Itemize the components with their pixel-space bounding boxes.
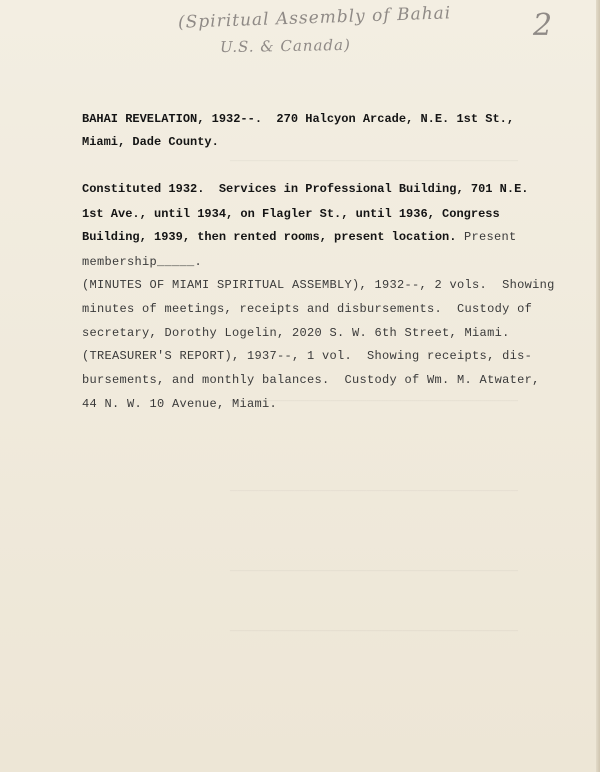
- history-line-3: [82, 230, 516, 244]
- membership-line: membership_____.: [82, 255, 203, 269]
- bleed-through-text: ________________________________________ ________________________________________ ________________________________________ ________________________________________ ________________________________________: [229, 150, 518, 634]
- record-line-4: (TREASURER'S REPORT), 1937--, 1 vol. Showing receipts, dis-: [82, 349, 533, 363]
- handwritten-note-line-1: (Spiritual Assembly of Bahai: [177, 3, 452, 33]
- page-edge: [596, 0, 600, 772]
- handwritten-note-line-2: U.S. & Canada): [219, 35, 352, 57]
- record-line-6: 44 N. W. 10 Avenue, Miami.: [82, 397, 278, 411]
- handwritten-page-mark: 2: [533, 8, 553, 43]
- record-line-2: minutes of meetings, receipts and disbursements. Custody of: [82, 302, 533, 316]
- record-line-5: bursements, and monthly balances. Custody of Wm. M. Atwater,: [82, 373, 540, 387]
- history-line-3-tail: Present: [456, 230, 517, 244]
- entry-heading-line-1: BAHAI REVELATION, 1932--. 270 Halcyon Arcade, N.E. 1st St.,: [82, 112, 515, 126]
- entry-heading-line-2: Miami, Dade County.: [82, 135, 219, 149]
- history-line-3-bold: Building, 1939, then rented rooms, present location.: [82, 230, 457, 244]
- history-line-1: Constituted 1932. Services in Professional Building, 701 N.E.: [82, 182, 529, 196]
- history-line-2: 1st Ave., until 1934, on Flagler St., until 1936, Congress: [82, 207, 500, 221]
- record-line-3: secretary, Dorothy Logelin, 2020 S. W. 6th Street, Miami.: [82, 326, 510, 340]
- record-line-1: (MINUTES OF MIAMI SPIRITUAL ASSEMBLY), 1932--, 2 vols. Showing: [82, 278, 555, 292]
